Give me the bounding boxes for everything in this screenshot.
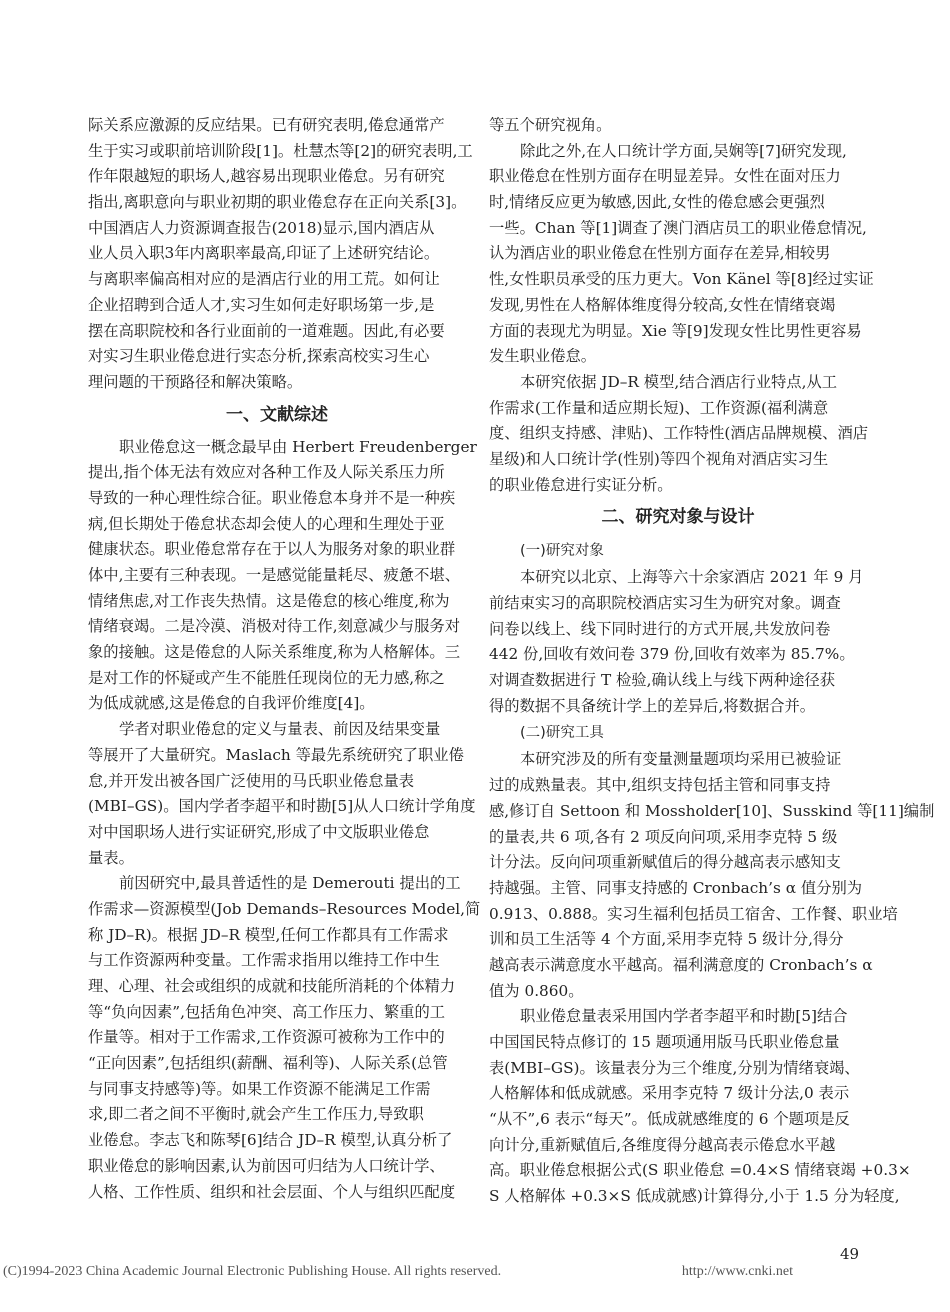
text-line: 与离职率偏高相对应的是酒店行业的用工荒。如何让: [88, 270, 440, 289]
text-line: 性,女性职员承受的压力更大。Von Känel 等[8]经过实证: [489, 270, 874, 289]
text-line: 职业倦怠量表采用国内学者李超平和时勘[5]结合: [520, 1007, 848, 1026]
text-line: 方面的表现尤为明显。Xie 等[9]发现女性比男性更容易: [489, 321, 862, 340]
text-line: 提出,指个体无法有效应对各种工作及人际关系压力所: [88, 463, 445, 482]
text-line: 等“负向因素”,包括角色冲突、高工作压力、繁重的工: [88, 1002, 446, 1021]
text-line: 作需求—资源模型(Job Demands–Resources Model,简: [88, 899, 481, 918]
text-line: 中国国民特点修订的 15 题项通用版马氏职业倦怠量: [489, 1033, 840, 1051]
text-line: 高。职业倦怠根据公式(S 职业倦怠 =0.4×S 情绪衰竭 +0.3×: [489, 1161, 911, 1180]
text-line: 象的接触。这是倦怠的人际关系维度,称为人格解体。三: [88, 643, 460, 662]
text-line: 越高表示满意度水平越高。福利满意度的 Cronbach’s α: [489, 955, 873, 974]
text-line: 中国酒店人力资源调查报告(2018)显示,国内酒店从: [88, 218, 435, 237]
section-heading: 一、文献综述: [226, 404, 328, 425]
text-line: 本研究依据 JD–R 模型,结合酒店行业特点,从工: [520, 372, 838, 391]
text-line: 人格、工作性质、组织和社会层面、个人与组织匹配度: [88, 1182, 456, 1201]
text-line: 的职业倦怠进行实证分析。: [489, 475, 673, 494]
text-line: 对调查数据进行 T 检验,确认线上与线下两种途径获: [489, 671, 836, 690]
text-line: 442 份,回收有效问卷 379 份,回收有效率为 85.7%。: [489, 645, 855, 664]
text-line: 星级)和人口统计学(性别)等四个视角对酒店实习生: [489, 449, 829, 468]
footer-url[interactable]: http://www.cnki.net: [681, 1264, 793, 1279]
text-line: 职业倦怠的影响因素,认为前因可归结为人口统计学、: [88, 1156, 445, 1175]
text-line: “从不”,6 表示“每天”。低成就感维度的 6 个题项是反: [489, 1110, 850, 1129]
text-line: 情绪焦虑,对工作丧失热情。这是倦怠的核心维度,称为: [88, 591, 450, 610]
text-line: 业倦怠。李志飞和陈琴[6]结合 JD–R 模型,认真分析了: [88, 1131, 453, 1150]
text-line: 时,情绪反应更为敏感,因此,女性的倦怠感会更强烈: [489, 193, 825, 212]
text-line: 除此之外,在人口统计学方面,吴娴等[7]研究发现,: [520, 141, 847, 160]
text-line: 企业招聘到合适人才,实习生如何走好职场第一步,是: [88, 295, 435, 314]
section-heading: 二、研究对象与设计: [601, 507, 755, 528]
text-line: 等五个研究视角。: [489, 116, 612, 134]
text-line: 理问题的干预路径和解决策略。: [88, 372, 303, 391]
text-line: 等展开了大量研究。Maslach 等最先系统研究了职业倦: [88, 745, 464, 764]
text-line: 情绪衰竭。二是冷漠、消极对待工作,刻意减少与服务对: [88, 617, 460, 636]
text-line: 际关系应激源的反应结果。已有研究表明,倦怠通常产: [88, 116, 445, 134]
text-line: 是对工作的怀疑或产生不能胜任现岗位的无力感,称之: [88, 668, 445, 687]
text-line: 本研究涉及的所有变量测量题项均采用已被验证: [520, 750, 842, 769]
text-line: 发生职业倦怠。: [489, 347, 597, 366]
footer-copyright: (C)1994-2023 China Academic Journal Electronic Publishing House. All rights reserved.: [3, 1264, 502, 1279]
text-line: 作年限越短的职场人,越容易出现职业倦怠。另有研究: [88, 167, 445, 186]
text-line: 感,修订自 Settoon 和 Mossholder[10]、Susskind 等[11]编制: [489, 801, 935, 820]
text-line: 前结束实习的高职院校酒店实习生为研究对象。调查: [489, 594, 841, 612]
text-line: 导致的一种心理性综合征。职业倦怠本身并不是一种疾: [88, 488, 456, 507]
text-line: S 人格解体 +0.3×S 低成就感)计算得分,小于 1.5 分为轻度,: [489, 1187, 900, 1206]
text-line: 对中国职场人进行实证研究,形成了中文版职业倦怠: [88, 822, 430, 841]
text-line: 健康状态。职业倦怠常存在于以人为服务对象的职业群: [88, 540, 456, 559]
text-line: 过的成熟量表。其中,组织支持包括主管和同事支持: [489, 776, 831, 795]
text-line: 称 JD–R)。根据 JD–R 模型,任何工作都具有工作需求: [88, 925, 449, 944]
text-line: 度、组织支持感、津贴)、工作特性(酒店品牌规模、酒店: [489, 424, 869, 443]
footer: [3, 1264, 943, 1280]
text-line: 发现,男性在人格解体维度得分较高,女性在情绪衰竭: [489, 295, 836, 314]
text-line: 生于实习或职前培训阶段[1]。杜慧杰等[2]的研究表明,工: [88, 141, 473, 160]
text-line: 计分法。反向问项重新赋值后的得分越高表示感知支: [489, 853, 841, 872]
text-line: 作需求(工作量和适应期长短)、工作资源(福利满意: [489, 398, 829, 417]
text-line: 求,即二者之间不平衡时,就会产生工作压力,导致职: [88, 1105, 424, 1124]
text-line: 表(MBI–GS)。该量表分为三个维度,分别为情绪衰竭、: [489, 1058, 860, 1077]
text-line: 持越强。主管、同事支持感的 Cronbach’s α 值分别为: [489, 878, 863, 897]
text-line: “正向因素”,包括组织(薪酬、福利等)、人际关系(总管: [88, 1054, 448, 1073]
text-line: 向计分,重新赋值后,各维度得分越高表示倦怠水平越: [489, 1135, 836, 1154]
text-line: 前因研究中,最具普适性的是 Demerouti 提出的工: [119, 874, 461, 893]
text-line: 量表。: [88, 848, 134, 867]
text-line: 与工作资源两种变量。工作需求指用以维持工作中生: [88, 951, 440, 970]
text-line: 体中,主要有三种表现。一是感觉能量耗尽、疲惫不堪、: [88, 566, 460, 584]
text-line: (MBI–GS)。国内学者李超平和时勘[5]从人口统计学角度: [88, 797, 476, 816]
left-column: [88, 113, 481, 1205]
text-line: 职业倦怠在性别方面存在明显差异。女性在面对压力: [489, 167, 841, 186]
text-line: 职业倦怠这一概念最早由 Herbert Freudenberger: [119, 437, 477, 456]
text-line: 理、心理、社会或组织的成就和技能所消耗的个体精力: [88, 977, 456, 995]
text-line: 作量等。相对于工作需求,工作资源可被称为工作中的: [88, 1028, 445, 1047]
text-line: 0.913、0.888。实习生福利包括员工宿舍、工作餐、职业培: [489, 904, 898, 923]
text-line: 摆在高职院校和各行业面前的一道难题。因此,有必要: [88, 321, 445, 340]
text-line: 认为酒店业的职业倦怠在性别方面存在差异,相较男: [489, 244, 831, 263]
text-line: 值为 0.860。: [489, 981, 584, 1000]
right-column: [489, 113, 935, 1210]
subsection-heading: (二)研究工具: [520, 725, 604, 742]
text-line: 为低成就感,这是倦怠的自我评价维度[4]。: [88, 694, 375, 713]
text-line: 人格解体和低成就感。采用李克特 7 级计分法,0 表示: [489, 1084, 850, 1103]
text-line: 对实习生职业倦怠进行实态分析,探索高校实习生心: [88, 347, 430, 366]
text-line: 得的数据不具备统计学上的差异后,将数据合并。: [489, 696, 816, 715]
text-line: 业人员入职3年内离职率最高,印证了上述研究结论。: [88, 244, 440, 263]
text-line: 病,但长期处于倦怠状态却会使人的心理和生理处于亚: [88, 514, 445, 533]
text-line: 指出,离职意向与职业初期的职业倦怠存在正向关系[3]。: [88, 193, 467, 212]
text-line: 与同事支持感等)等。如果工作资源不能满足工作需: [88, 1079, 431, 1098]
text-line: 的量表,共 6 项,各有 2 项反向问项,采用李克特 5 级: [489, 827, 838, 846]
text-line: 训和员工生活等 4 个方面,采用李克特 5 级计分,得分: [489, 930, 844, 949]
text-line: 本研究以北京、上海等六十余家酒店 2021 年 9 月: [520, 568, 864, 587]
page-number: 49: [840, 1245, 860, 1263]
text-line: 一些。Chan 等[1]调查了澳门酒店员工的职业倦怠情况,: [489, 218, 867, 237]
subsection-heading: (一)研究对象: [520, 543, 604, 560]
text-line: 怠,并开发出被各国广泛使用的马氏职业倦怠量表: [88, 771, 415, 790]
text-line: 学者对职业倦怠的定义与量表、前因及结果变量: [119, 720, 441, 739]
text-line: 问卷以线上、线下同时进行的方式开展,共发放问卷: [489, 619, 831, 638]
